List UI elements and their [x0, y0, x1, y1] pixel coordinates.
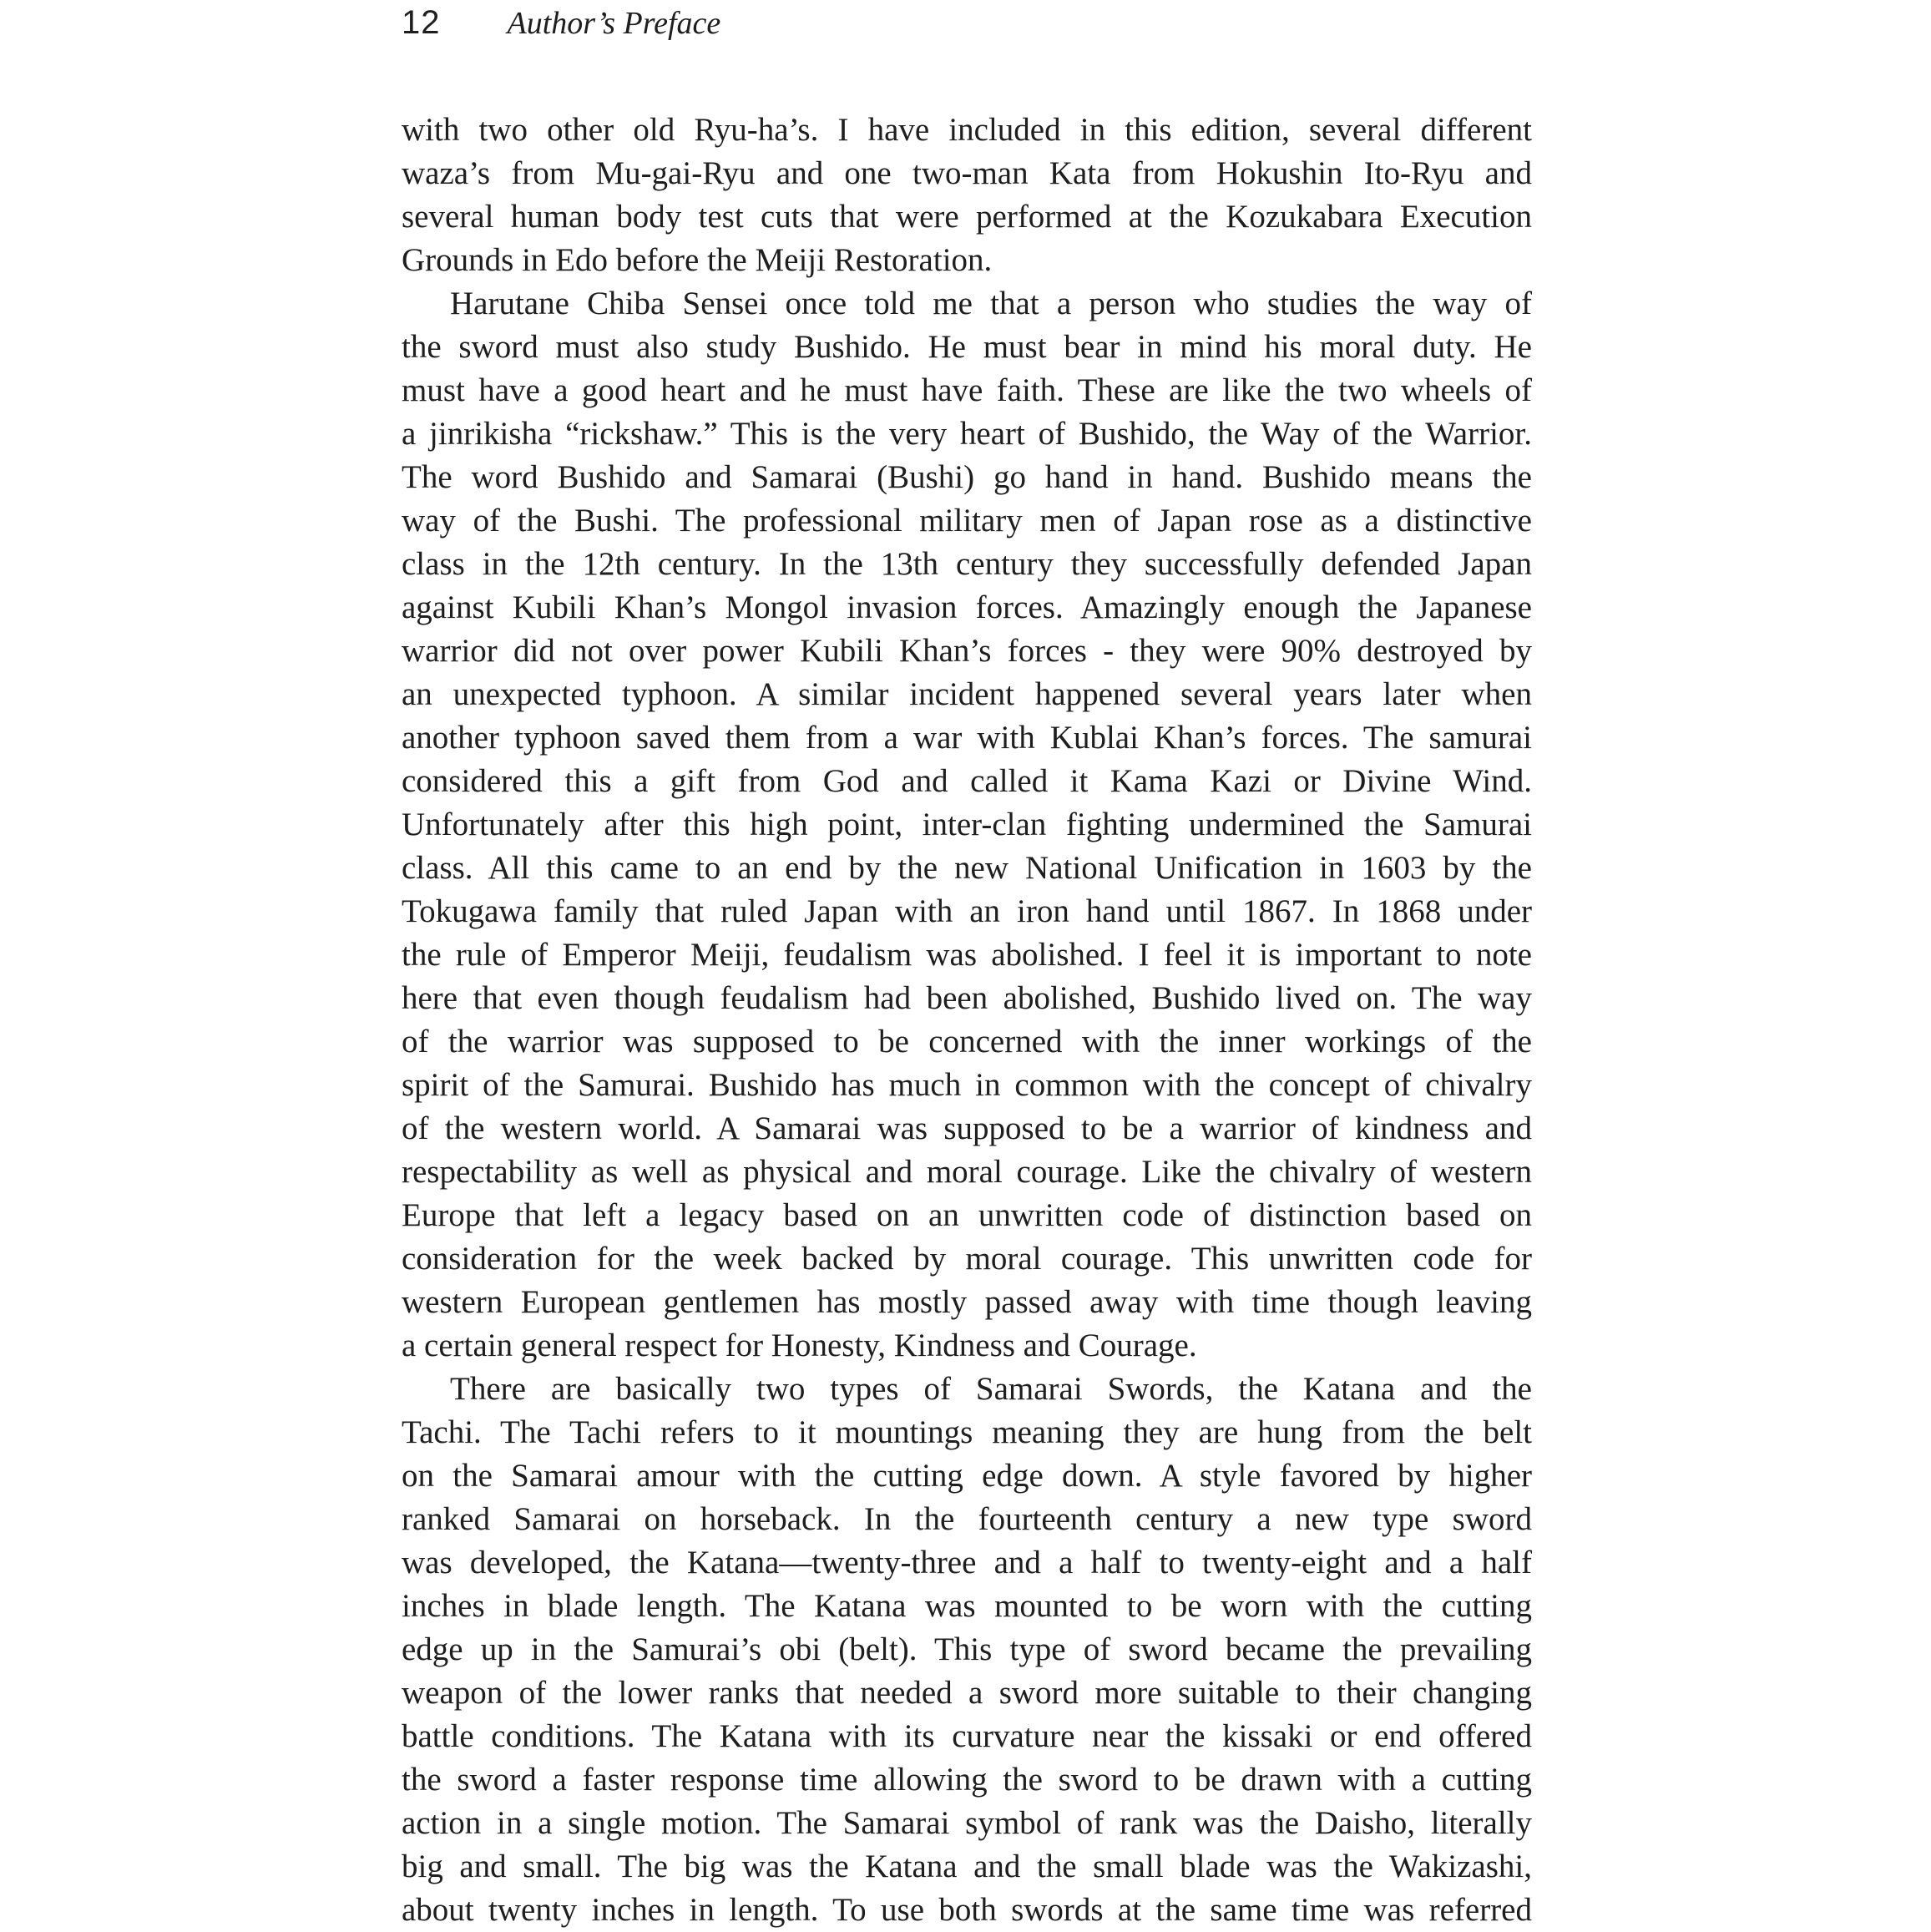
- text-line: another typhoon saved them from a war with Kublai Khan’s forces. The samurai: [402, 720, 1532, 756]
- text-line: battle conditions. The Katana with its curvature near the kissaki or end offered: [402, 1718, 1532, 1754]
- text-line: warrior did not over power Kubili Khan’s forces - they were 90% destroyed by: [402, 633, 1532, 669]
- body-text: [402, 109, 1532, 1932]
- text-line: the sword must also study Bushido. He must bear in mind his moral duty. He: [402, 329, 1532, 365]
- text-line: of the warrior was supposed to be concerned with the inner workings of the: [402, 1024, 1532, 1060]
- text-line: The word Bushido and Samarai (Bushi) go hand in hand. Bushido means the: [402, 459, 1532, 495]
- text-line: spirit of the Samurai. Bushido has much in common with the concept of chivalry: [402, 1067, 1532, 1103]
- paragraph: [402, 109, 1532, 282]
- text-line: respectability as well as physical and moral courage. Like the chivalry of western: [402, 1154, 1532, 1190]
- text-line: was developed, the Katana—twenty-three and a half to twenty-eight and a half: [402, 1545, 1532, 1580]
- text-line: edge up in the Samurai’s obi (belt). This type of sword became the prevailing: [402, 1631, 1532, 1667]
- text-line: inches in blade length. The Katana was mounted to be worn with the cutting: [402, 1588, 1532, 1624]
- text-line: Harutane Chiba Sensei once told me that a person who studies the way of: [450, 286, 1532, 321]
- text-line: Europe that left a legacy based on an unwritten code of distinction based on: [402, 1197, 1532, 1233]
- text-line: against Kubili Khan’s Mongol invasion forces. Amazingly enough the Japanese: [402, 589, 1532, 625]
- text-line: a certain general respect for Honesty, Kindness and Courage.: [402, 1328, 1197, 1363]
- text-line: Tokugawa family that ruled Japan with an iron hand until 1867. In 1868 under: [402, 893, 1532, 929]
- text-line: weapon of the lower ranks that needed a sword more suitable to their changing: [402, 1675, 1532, 1711]
- text-line: ranked Samarai on horseback. In the fourteenth century a new type sword: [402, 1501, 1532, 1537]
- text-line: Tachi. The Tachi refers to it mountings meaning they are hung from the belt: [402, 1414, 1532, 1450]
- text-line: class. All this came to an end by the new National Unification in 1603 by the: [402, 850, 1532, 886]
- text-line: western European gentlemen has mostly passed away with time though leaving: [402, 1284, 1532, 1320]
- text-line: class in the 12th century. In the 13th century they successfully defended Japan: [402, 546, 1532, 582]
- text-line: must have a good heart and he must have faith. These are like the two wheels of: [402, 372, 1532, 408]
- paragraph: [402, 282, 1532, 1368]
- text-line: the rule of Emperor Meiji, feudalism was abolished. I feel it is important to note: [402, 937, 1532, 973]
- text-line: about twenty inches in length. To use both swords at the same time was referred: [402, 1892, 1532, 1928]
- text-line: of the western world. A Samarai was supposed to be a warrior of kindness and: [402, 1110, 1532, 1146]
- running-title: Author’s Preface: [507, 6, 721, 41]
- text-line: considered this a gift from God and called it Kama Kazi or Divine Wind.: [402, 763, 1532, 799]
- text-line: way of the Bushi. The professional military men of Japan rose as a distinctive: [402, 503, 1532, 539]
- text-line: on the Samarai amour with the cutting edge down. A style favored by higher: [402, 1458, 1532, 1494]
- running-header: [402, 2, 720, 43]
- text-line: Unfortunately after this high point, inter-clan fighting undermined the Samurai: [402, 807, 1532, 842]
- text-line: an unexpected typhoon. A similar incident happened several years later when: [402, 676, 1532, 712]
- text-line: a jinrikisha “rickshaw.” This is the very heart of Bushido, the Way of the Warrior.: [402, 416, 1532, 452]
- text-line: action in a single motion. The Samarai symbol of rank was the Daisho, literally: [402, 1805, 1532, 1841]
- page-number: 12: [402, 4, 441, 41]
- text-line: waza’s from Mu-gai-Ryu and one two-man Kata from Hokushin Ito-Ryu and: [402, 155, 1532, 191]
- text-line: the sword a faster response time allowing the sword to be drawn with a cutting: [402, 1762, 1532, 1798]
- text-line: Grounds in Edo before the Meiji Restoration.: [402, 242, 993, 278]
- text-line: consideration for the week backed by moral courage. This unwritten code for: [402, 1241, 1532, 1277]
- paragraph: [402, 1368, 1532, 1932]
- text-line: There are basically two types of Samarai Swords, the Katana and the: [450, 1371, 1532, 1407]
- text-line: here that even though feudalism had been abolished, Bushido lived on. The way: [402, 980, 1532, 1016]
- text-line: big and small. The big was the Katana and the small blade was the Wakizashi,: [402, 1849, 1532, 1884]
- text-line: several human body test cuts that were performed at the Kozukabara Execution: [402, 199, 1532, 235]
- text-line: with two other old Ryu-ha’s. I have included in this edition, several different: [402, 112, 1532, 148]
